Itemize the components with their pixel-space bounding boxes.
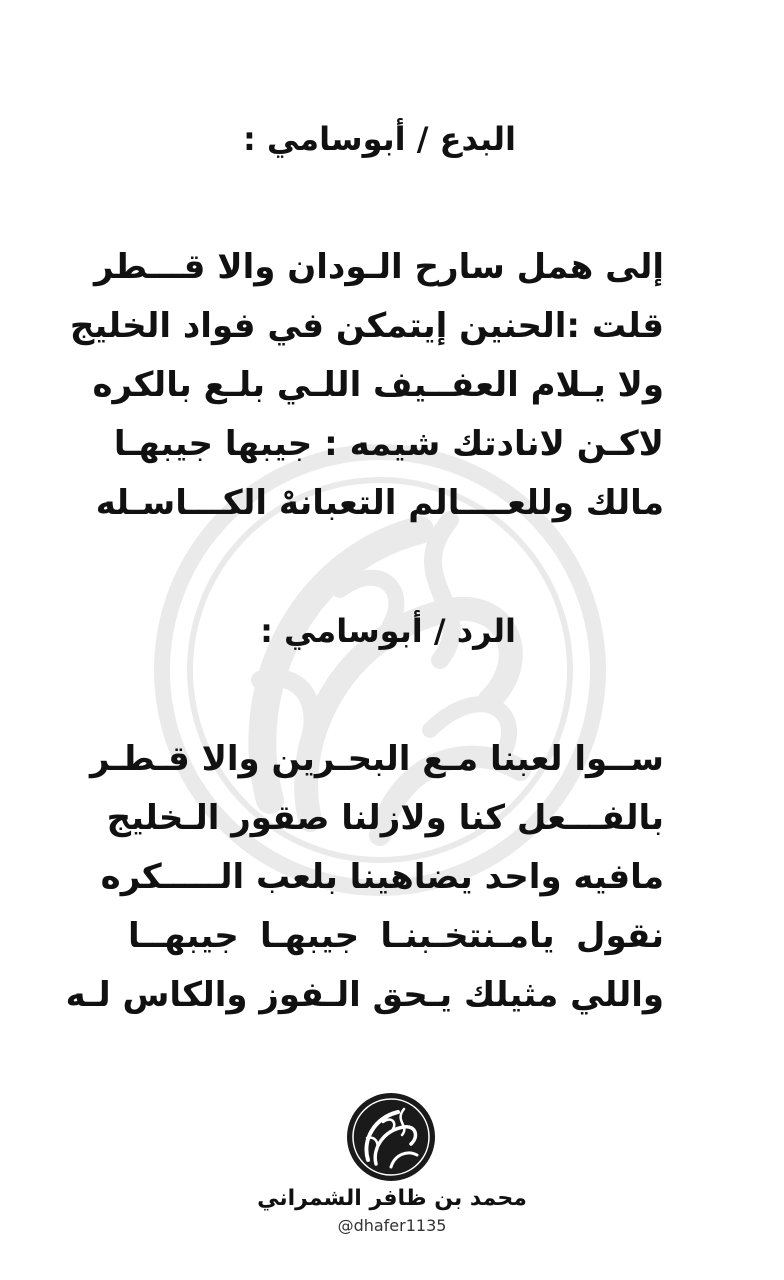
opening-verses bbox=[69, 243, 664, 538]
verse-line: ســوا لعبنا مـع البحـرين والا قـطـر bbox=[89, 739, 664, 779]
verse-line: لاكـن لانادتك شيمه : جيبها جيبهـا bbox=[113, 424, 664, 464]
author-name: محمد بن ظافر الشمراني bbox=[257, 1186, 527, 1211]
reply-verses bbox=[65, 735, 664, 1030]
opening-heading: البدع / أبوسامي : bbox=[242, 120, 516, 158]
verse-line: واللي مثيلك يـحق الـفوز والكاس لـه bbox=[65, 975, 664, 1015]
verse-line: بالفـــعل كنا ولازلنا صقور الـخليج bbox=[106, 798, 664, 838]
verse-line: قلت :الحنين إيتمكن في فواد الخليج bbox=[69, 306, 664, 346]
verse-line: نقول يامـنتخـبنـا جيبهـا جيبهــا bbox=[128, 916, 664, 956]
author-handle: @dhafer1135 bbox=[337, 1216, 447, 1235]
verse-line: إلى همل سارح الـودان والا قـــطر bbox=[94, 247, 664, 287]
verse-line: مافيه واحد يضاهينا بلعب الـــــكره bbox=[100, 857, 664, 897]
reply-heading: الرد / أبوسامي : bbox=[260, 612, 516, 650]
verse-line: ولا يـلام العفــيف اللـي بلـع بالكره bbox=[92, 365, 664, 405]
calligraphy-logo-icon bbox=[346, 1092, 436, 1182]
verse-line: مالك وللعــــالم التعبانهْ الكـــاسـله bbox=[95, 483, 664, 523]
